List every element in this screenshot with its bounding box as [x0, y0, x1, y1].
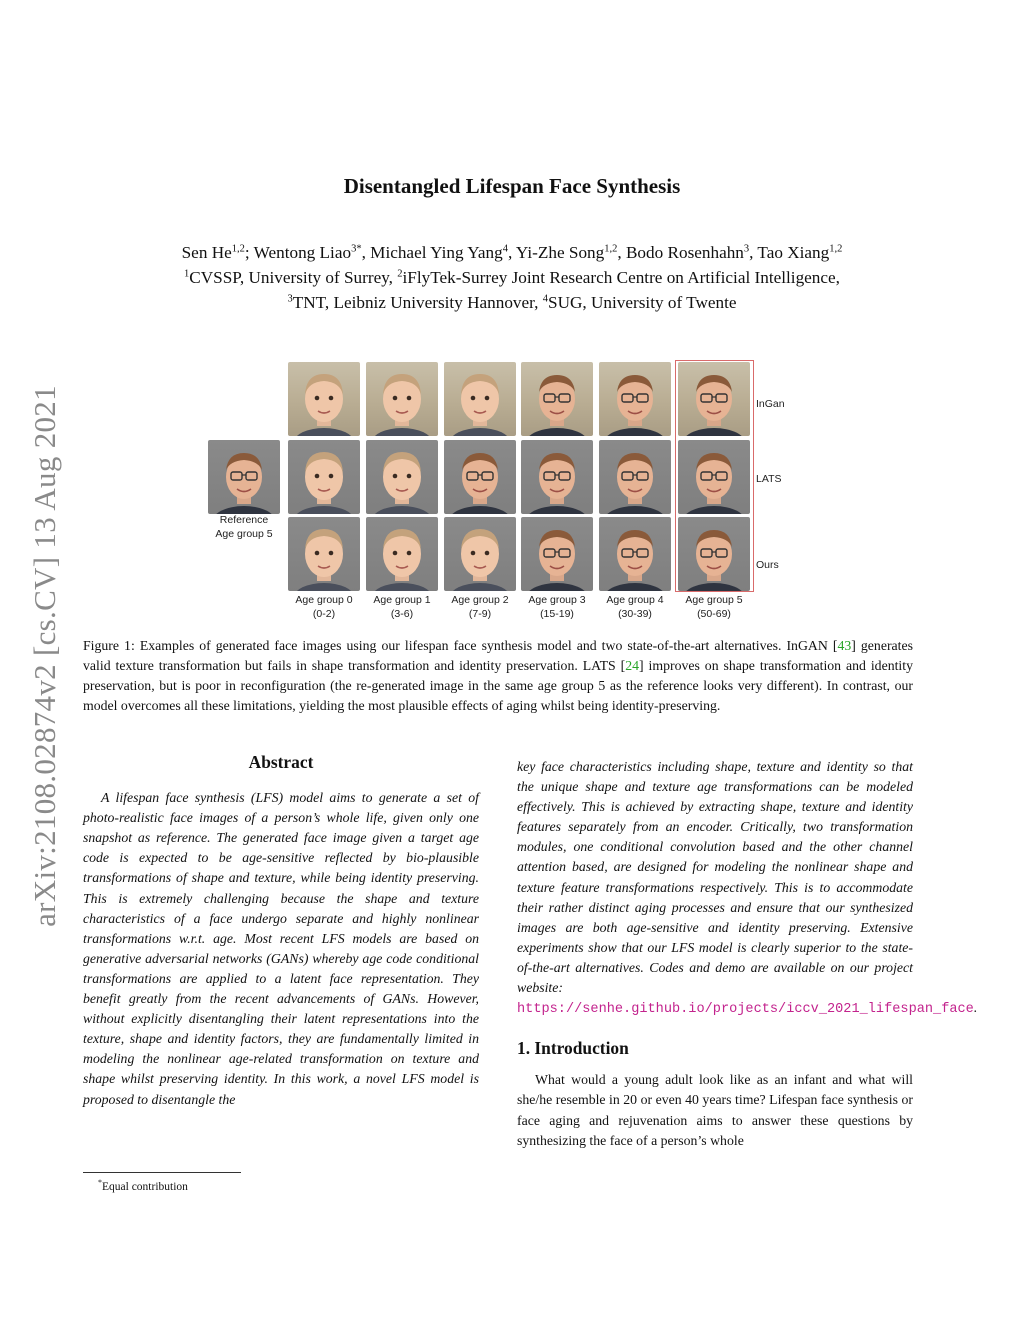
author-name: Sen He [181, 243, 232, 262]
column-label-age3: Age group 3 (15-19) [528, 594, 586, 620]
face-image-ours-age1 [366, 517, 438, 591]
face-image-ours-age2 [444, 517, 516, 591]
citation-link-24[interactable]: 24 [625, 658, 640, 673]
face-image-ingan-age1 [366, 362, 438, 436]
face-image-ingan-age3 [521, 362, 593, 436]
author-name: , Bodo Rosenhahn [617, 243, 744, 262]
row-label-ours: Ours [756, 559, 779, 571]
left-column [83, 752, 479, 1110]
introduction-text: What would a young adult look like as an infant and what will she/he resemble in 20 or even 40 years time? Lifespan face synthesis or face aging and rejuvenation aims to answer these questions by synthesizing the face of a person’s whole [517, 1072, 913, 1148]
face-image-ingan-age0 [288, 362, 360, 436]
figure-1-caption: Figure 1: Examples of generated face images using our lifespan face synthesis model and two state-of-the-art alternatives. InGAN [43] generates valid texture transformation but fails in shape transformation and identity preservation. LATS [24] improves on shape transformation and identity preservation, but is poor in reconfiguration (the re-generated image in the same age group 5 as the reference looks very different). In contrast, our model overcomes all these limitations, yielding the most plausible effects of aging whilst being identity-preserving. [83, 638, 913, 713]
face-image-ours-age3 [521, 517, 593, 591]
face-image-lats-age0 [288, 440, 360, 514]
abstract-heading: Abstract [248, 752, 314, 772]
column-label-age1: Age group 1 (3-6) [373, 594, 431, 620]
author-list: Sen He$^{1,2}$; Wentong Liao$^{3*}$, Michael Ying Yang$^4$, Yi-Zhe Song$^{1,2}$, Bodo Rosenhahn$^3$, Tao Xiang$^{1,2}$ [181, 243, 843, 262]
row-label-ingan: InGan [756, 398, 785, 410]
abstract-text-right: key face characteristics including shape, texture and identity so that the unique shape and texture age transformations can be modeled effectively. This is achieved by extracting shape, texture and identity features separately from an encoder. Critically, two transformation modules, one conditional convolution based and the other channel attention based, are designed for modeling the nonlinear shape and texture feature transformations respectively. This is to accommodate their rather distinct aging processes and ensure that our synthesized images are both age-sensitive and identity preserving. Extensive experiments show that our LFS model is clearly superior to the state-of-the-art alternatives. Codes and demo are available on our project website: https://senhe.github.io/projects/iccv_2021_lifespan_face. [517, 759, 978, 1018]
author-name: ; Wentong Liao [244, 243, 352, 262]
affiliation-line-1: $^1$CVSSP, University of Surrey, $^2$iFlyTek-Surrey Joint Research Centre on Artificial Intelligence, [184, 268, 840, 287]
row-label-lats: LATS [756, 473, 782, 485]
face-image-lats-age3 [521, 440, 593, 514]
footnote-divider [83, 1172, 241, 1173]
column-label-age2: Age group 2 (7-9) [451, 594, 509, 620]
paper-title: Disentangled Lifespan Face Synthesis [343, 174, 681, 198]
face-image-ours-age4 [599, 517, 671, 591]
face-image-ingan-age2 [444, 362, 516, 436]
author-block [0, 240, 1024, 315]
citation-link-43[interactable]: 43 [837, 638, 852, 653]
face-image-lats-age2 [444, 440, 516, 514]
affiliation-line-2: $^3$TNT, Leibniz University Hannover, $^4$SUG, University of Twente [287, 293, 737, 312]
footnote: *Equal contribution [98, 1178, 188, 1193]
abstract-text-left: A lifespan face synthesis (LFS) model aims to generate a set of photo-realistic face images of a person’s whole life, given only one snapshot as reference. The generated face image given a target age code is expected to be age-sensitive reflected by bio-plausible transformations of shape and texture, while being identity preserving. This is extremely challenging because the shape and texture characteristics of a face undergo separate and highly nonlinear transformations w.r.t. age. Most recent LFS models are based on generative adversarial networks (GANs) whereby age code conditional transformations are applied to a latent face representation. They benefit greatly from the recent advancements of GANs. However, without explicitly disentangling their latent representations into the texture, shape and identity factors, they are fundamentally limited in modeling the nonlinear age-related transformation on texture and shape whilst preserving identity. In this work, a novel LFS model is proposed to disentangle the [83, 790, 479, 1107]
face-image-ingan-age4 [599, 362, 671, 436]
right-column [517, 757, 978, 1151]
reference-label: Reference Age group 5 [215, 514, 273, 540]
author-name: , Tao Xiang [749, 243, 830, 262]
arxiv-identifier-text: arXiv:2108.02874v2 [cs.CV] 13 Aug 2021 [27, 384, 62, 927]
figure-1-face-grid [206, 360, 806, 630]
arxiv-identifier [22, 348, 68, 963]
column-label-age0: Age group 0 (0-2) [295, 594, 353, 620]
author-name: , Michael Ying Yang [361, 243, 503, 262]
age-group-5-highlight-box [675, 360, 754, 592]
column-label-age4: Age group 4 (30-39) [606, 594, 664, 620]
face-image-ours-age0 [288, 517, 360, 591]
face-image-lats-age4 [599, 440, 671, 514]
face-image-lats-age1 [366, 440, 438, 514]
column-label-age5: Age group 5 (50-69) [685, 594, 743, 620]
introduction-heading: 1. Introduction [517, 1038, 629, 1059]
face-image-reference [208, 440, 280, 514]
author-name: , Yi-Zhe Song [507, 243, 605, 262]
project-website-link[interactable]: https://senhe.github.io/projects/iccv_2021_lifespan_face [517, 1002, 974, 1018]
